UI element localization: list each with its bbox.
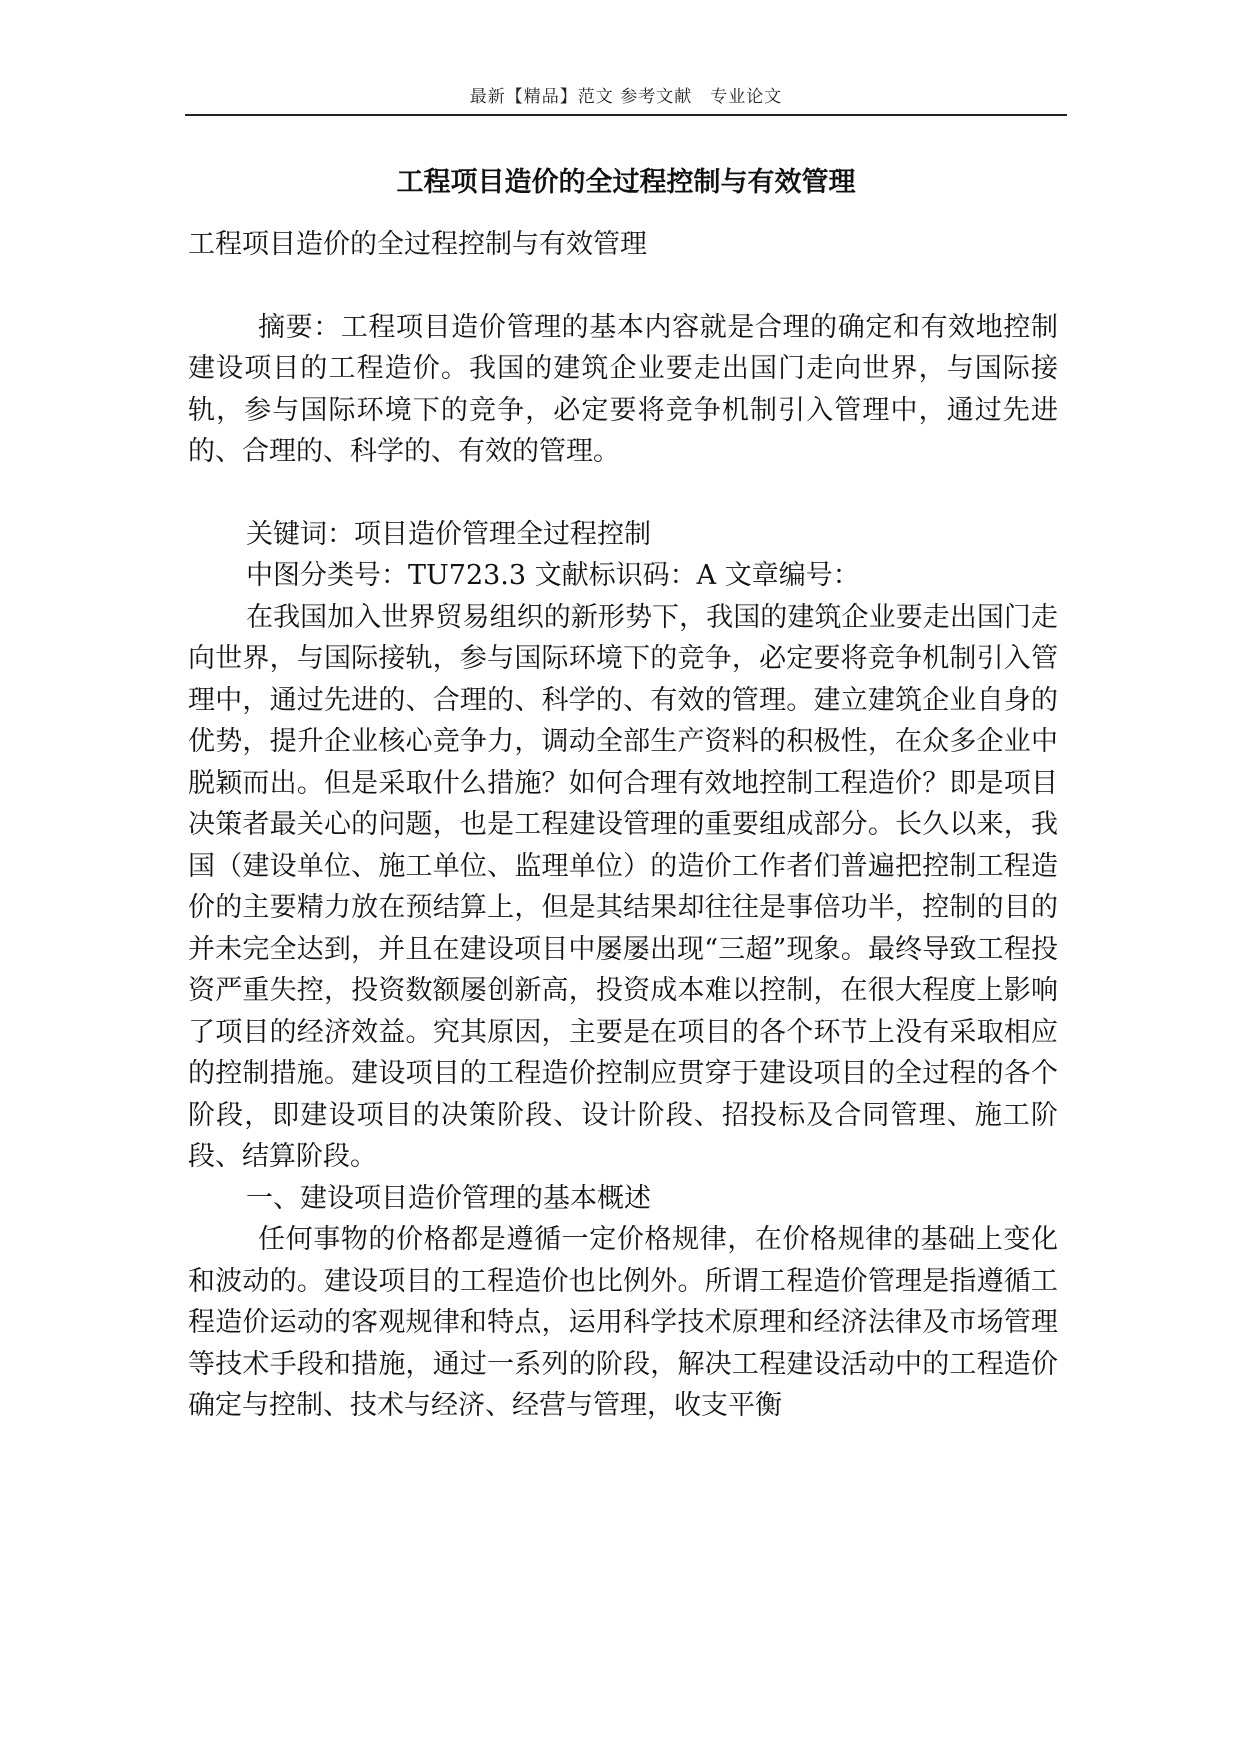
running-header: 最新【精品】范文 参考文献 专业论文 — [469, 87, 783, 107]
body-paragraph: 任何事物的价格都是遵循一定价格规律，在价格规律的基础上变化和波动的。建设项目的工程造价也比例外。所谓工程造价管理是指遵循工程造价运动的客观规律和特点，运用科学技术原理和经济法律及市场管理等技术手段和措施，通过一系列的阶段，解决工程建设活动中的工程造价确定与控制、技术与经济、经营与管理，收支平衡 — [188, 1224, 1058, 1421]
section-heading: 一、建设项目造价管理的基本概述 — [246, 1182, 651, 1214]
document-title: 工程项目造价的全过程控制与有效管理 — [396, 167, 856, 198]
header-divider — [185, 114, 1067, 116]
document-body — [188, 224, 1058, 1427]
abstract-paragraph: 摘要：工程项目造价管理的基本内容就是合理的确定和有效地控制建设项目的工程造价。我国的建筑企业要走出国门走向世界，与国际接轨，参与国际环境下的竞争，必定要将竞争机制引入管理中，通过先进的、合理的、科学的、有效的管理。 — [188, 311, 1058, 467]
classification-line: 中图分类号：TU723.3 文献标识码：A 文章编号： — [246, 560, 860, 591]
keywords-line: 关键词：项目造价管理全过程控制 — [246, 518, 651, 550]
body-paragraph: 在我国加入世界贸易组织的新形势下，我国的建筑企业要走出国门走向世界，与国际接轨，参与国际环境下的竞争，必定要将竞争机制引入管理中，通过先进的、合理的、科学的、有效的管理。建立建筑企业自身的优势，提升企业核心竞争力，调动全部生产资料的积极性，在众多企业中脱颖而出。但是采取什么措施？如何合理有效地控制工程造价？即是项目决策者最关心的问题，也是工程建设管理的重要组成部分。长久以来，我国（建设单位、施工单位、监理单位）的造价工作者们普遍把控制工程造价的主要精力放在预结算上，但是其结果却往往是事倍功半，控制的目的并未完全达到，并且在建设项目中屡屡出现“三超”现象。最终导致工程投资严重失控，投资数额屡创新高，投资成本难以控制，在很大程度上影响了项目的经济效益。究其原因，主要是在项目的各个环节上没有采取相应的控制措施。建设项目的工程造价控制应贯穿于建设项目的全过程的各个阶段，即建设项目的决策阶段、设计阶段、招投标及合同管理、施工阶段、结算阶段。 — [188, 601, 1058, 1172]
document-subtitle: 工程项目造价的全过程控制与有效管理 — [188, 229, 647, 260]
